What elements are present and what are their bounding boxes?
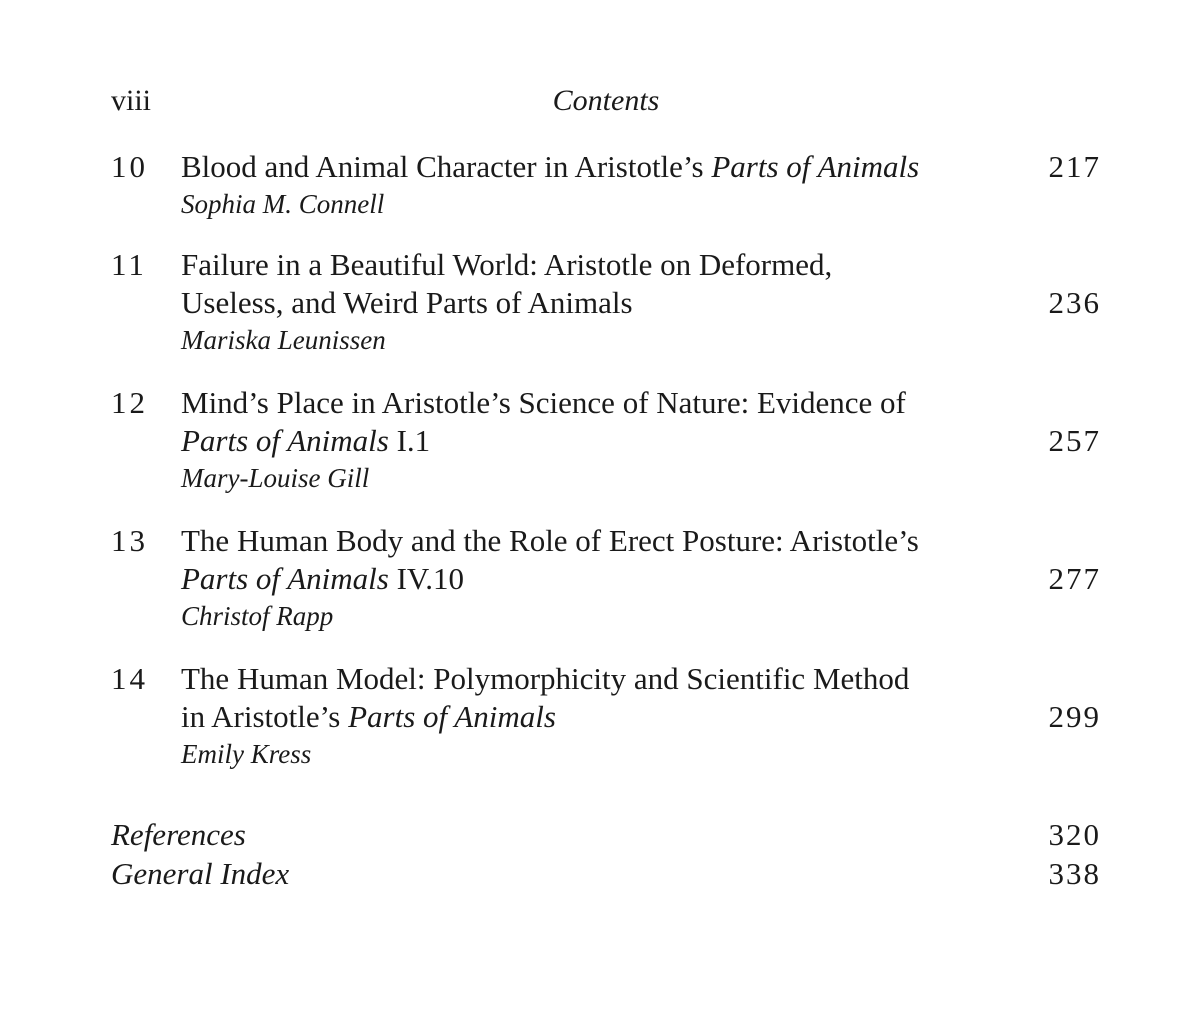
chapter-title-line (181, 560, 1021, 598)
chapter-title-segment: in Aristotle’s (181, 699, 349, 734)
chapter-number: 10 (111, 149, 148, 184)
chapter-page-number: 299 (1048, 699, 1101, 734)
toc-entry-chapter-11[interactable] (111, 246, 1101, 358)
chapter-title-line (181, 698, 1021, 736)
chapter-title-line (181, 522, 1021, 560)
chapter-title-line (181, 422, 1021, 460)
chapter-title-line (181, 284, 1021, 322)
toc-entry-general-index[interactable] (111, 855, 1101, 893)
back-matter-page-number: 320 (1048, 817, 1101, 852)
toc-entry-references[interactable] (111, 816, 1101, 854)
chapter-title-segment: Mind’s Place in Aristotle’s Science of Nature: Evidence of (181, 385, 906, 420)
running-head-title: Contents (552, 84, 660, 117)
chapter-title-line (181, 246, 1021, 284)
toc-entry-chapter-13[interactable] (111, 522, 1101, 634)
chapter-author: Sophia M. Connell (181, 189, 385, 219)
chapter-title (181, 246, 1021, 322)
chapter-title (181, 660, 1021, 736)
chapter-title-line (181, 660, 1021, 698)
chapter-title-segment: Parts of Animals (181, 561, 389, 596)
chapter-title-segment: Parts of Animals (348, 699, 556, 734)
back-matter-page-number: 338 (1048, 856, 1101, 891)
toc-entry-chapter-14[interactable] (111, 660, 1101, 772)
chapter-title (181, 522, 1021, 598)
chapter-title-segment: Blood and Animal Character in Aristotle’s (181, 149, 712, 184)
chapter-title-segment: The Human Body and the Role of Erect Posture: Aristotle’s (181, 523, 919, 558)
chapter-title (181, 148, 1021, 186)
chapter-number: 14 (111, 661, 148, 696)
chapter-author: Emily Kress (181, 739, 312, 769)
back-matter-label: References (111, 817, 246, 852)
chapter-title-segment: Parts of Animals (711, 149, 920, 184)
chapter-title-segment: Failure in a Beautiful World: Aristotle on Deformed, (181, 247, 833, 282)
chapter-author: Mariska Leunissen (181, 325, 386, 355)
page-folio: viii (111, 84, 152, 117)
chapter-page-number: 257 (1048, 423, 1101, 458)
chapter-number: 12 (111, 385, 148, 420)
toc-entry-chapter-10[interactable] (111, 148, 1101, 222)
chapter-title (181, 384, 1021, 460)
chapter-title-line (181, 384, 1021, 422)
back-matter-label: General Index (111, 856, 290, 891)
chapter-title-segment: IV.10 (388, 561, 465, 596)
chapter-title-segment: The Human Model: Polymorphicity and Scientific Method (181, 661, 910, 696)
toc-entry-chapter-12[interactable] (111, 384, 1101, 496)
chapter-author: Christof Rapp (181, 601, 334, 631)
chapter-author: Mary-Louise Gill (181, 463, 370, 493)
chapter-title-segment: I.1 (388, 423, 431, 458)
chapter-number: 13 (111, 523, 148, 558)
chapter-number: 11 (111, 247, 147, 282)
chapter-page-number: 217 (1048, 149, 1101, 184)
chapter-title-segment: Useless, and Weird Parts of Animals (181, 285, 633, 320)
running-head (111, 84, 1101, 124)
chapter-page-number: 277 (1048, 561, 1101, 596)
chapter-page-number: 236 (1048, 285, 1101, 320)
chapter-title-segment: Parts of Animals (181, 423, 389, 458)
